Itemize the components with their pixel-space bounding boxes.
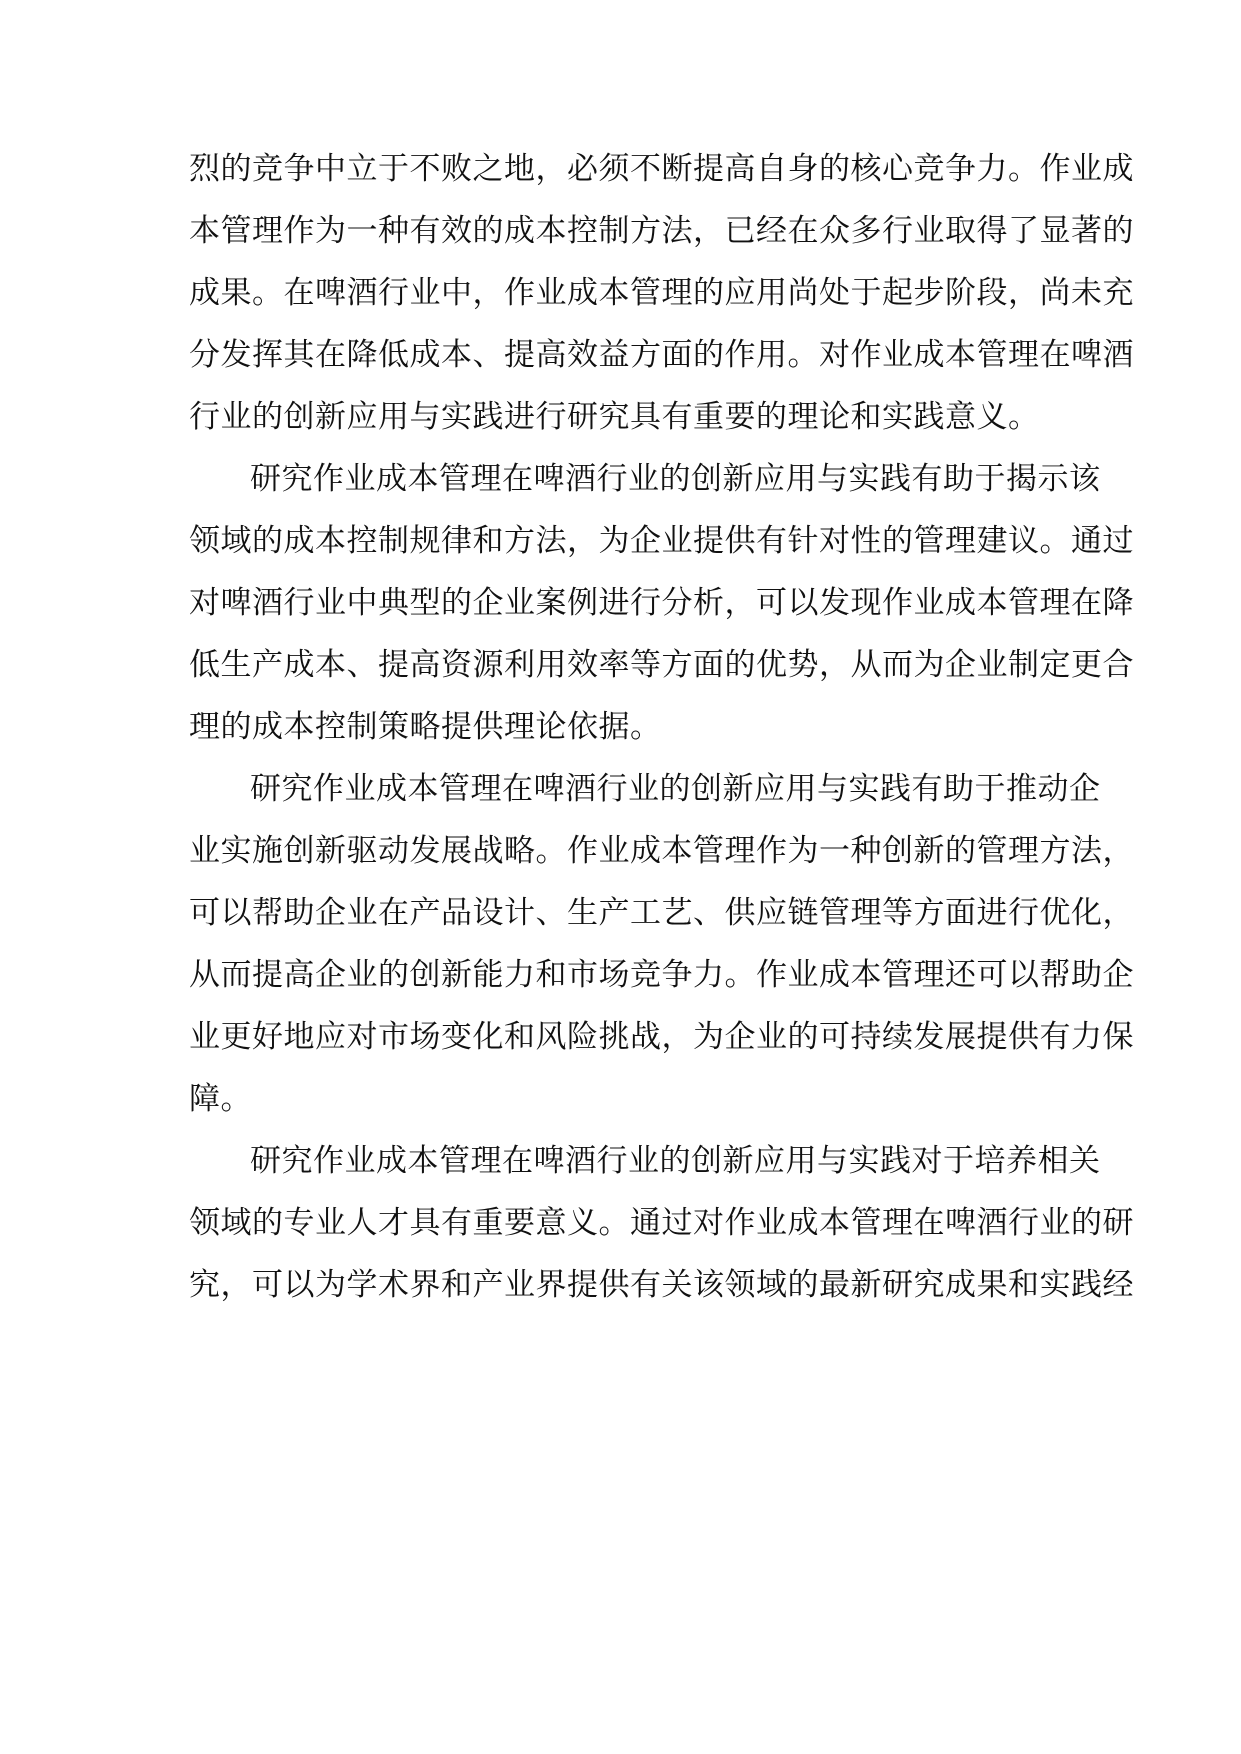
text-line: 研究作业成本管理在啤酒行业的创新应用与实践有助于推动企 — [250, 771, 1101, 807]
text-line: 领域的成本控制规律和方法，为企业提供有针对性的管理建议。通过 — [189, 523, 1134, 559]
text-line: 行业的创新应用与实践进行研究具有重要的理论和实践意义。 — [189, 399, 1040, 435]
text-line: 成果。在啤酒行业中，作业成本管理的应用尚处于起步阶段，尚未充 — [189, 275, 1134, 311]
text-line: 可以帮助企业在产品设计、生产工艺、供应链管理等方面进行优化， — [189, 895, 1134, 931]
document-body — [189, 138, 1134, 1316]
text-line: 烈的竞争中立于不败之地，必须不断提高自身的核心竞争力。作业成 — [189, 151, 1134, 187]
text-line: 研究作业成本管理在啤酒行业的创新应用与实践有助于揭示该 — [250, 461, 1101, 497]
paragraph-3 — [189, 758, 1134, 1130]
text-line: 研究作业成本管理在啤酒行业的创新应用与实践对于培养相关 — [250, 1143, 1101, 1179]
text-line: 业实施创新驱动发展战略。作业成本管理作为一种创新的管理方法， — [189, 833, 1134, 869]
text-line: 对啤酒行业中典型的企业案例进行分析，可以发现作业成本管理在降 — [189, 585, 1134, 621]
text-line: 从而提高企业的创新能力和市场竞争力。作业成本管理还可以帮助企 — [189, 957, 1134, 993]
text-line: 分发挥其在降低成本、提高效益方面的作用。对作业成本管理在啤酒 — [189, 337, 1134, 373]
text-line: 究，可以为学术界和产业界提供有关该领域的最新研究成果和实践经 — [189, 1267, 1134, 1303]
text-line: 本管理作为一种有效的成本控制方法，已经在众多行业取得了显著的 — [189, 213, 1134, 249]
text-line: 业更好地应对市场变化和风险挑战，为企业的可持续发展提供有力保 — [189, 1019, 1134, 1055]
paragraph-2 — [189, 448, 1134, 758]
paragraph-1 — [189, 138, 1134, 448]
text-line: 障。 — [189, 1081, 252, 1117]
text-line: 领域的专业人才具有重要意义。通过对作业成本管理在啤酒行业的研 — [189, 1205, 1134, 1241]
paragraph-4 — [189, 1130, 1134, 1316]
text-line: 理的成本控制策略提供理论依据。 — [189, 709, 662, 745]
text-line: 低生产成本、提高资源利用效率等方面的优势，从而为企业制定更合 — [189, 647, 1134, 683]
